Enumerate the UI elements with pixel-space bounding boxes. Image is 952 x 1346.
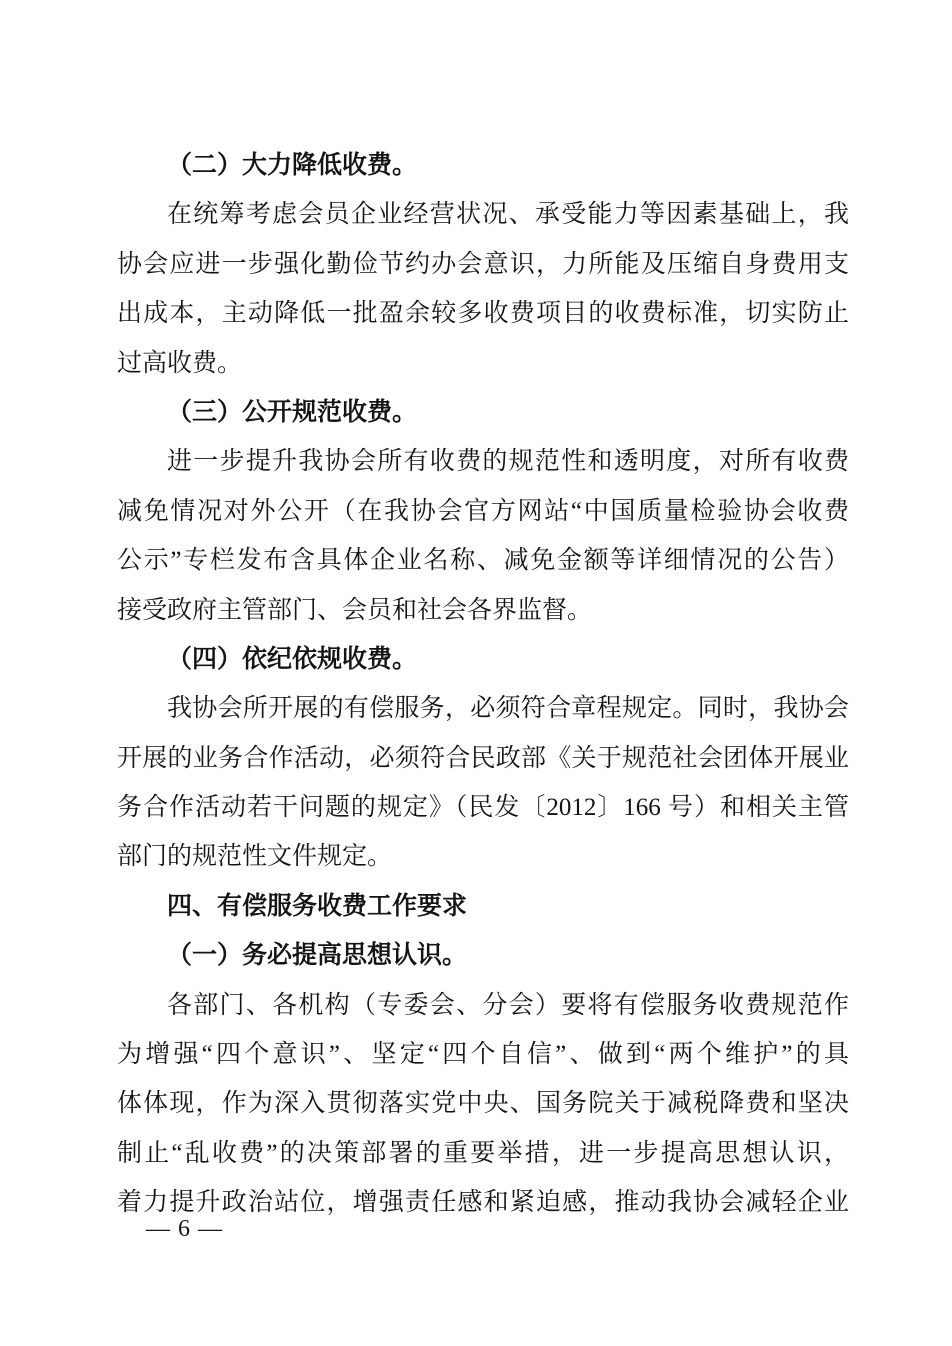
subheading-item-2: （二）大力降低收费。 [167, 152, 418, 179]
body-text-line: 在统筹考虑会员企业经营状况、承受能力等因素基础上，我 [167, 201, 849, 229]
body-text-line: 开展的业务合作活动，必须符合民政部《关于规范社会团体开展业 [117, 744, 849, 772]
subheading-item-4: （四）依纪依规收费。 [167, 645, 418, 673]
body-text-line: 部门的规范性文件规定。 [117, 843, 393, 871]
body-text-line: 体体现，作为深入贯彻落实党中央、国务院关于减税降费和坚决 [117, 1090, 849, 1118]
body-text-line: 进一步提升我协会所有收费的规范性和透明度，对所有收费 [167, 448, 849, 476]
body-text-line: 过高收费。 [117, 349, 243, 377]
body-text-line: 协会应进一步强化勤俭节约办会意识，力所能及压缩自身费用支 [117, 250, 849, 278]
body-text-line: 我协会所开展的有偿服务，必须符合章程规定。同时，我协会 [167, 695, 849, 723]
body-text-line: 为增强“四个意识”、坚定“四个自信”、做到“两个维护”的具 [117, 1041, 849, 1069]
document-body [117, 141, 849, 1228]
body-text-line: 公示”专栏发布含具体企业名称、减免金额等详细情况的公告） [117, 547, 849, 575]
subheading-item-1: （一）务必提高思想认识。 [167, 942, 468, 970]
body-text-line: 着力提升政治站位，增强责任感和紧迫感，推动我协会减轻企业 [117, 1189, 849, 1217]
page-number: — 6 — [146, 1216, 223, 1242]
subheading-item-3: （三）公开规范收费。 [167, 398, 418, 426]
body-text-line: 制止“乱收费”的决策部署的重要举措，进一步提高思想认识， [117, 1139, 849, 1167]
body-text-line: 减免情况对外公开（在我协会官方网站“中国质量检验协会收费 [117, 497, 849, 525]
body-text-line: 出成本，主动降低一批盈余较多收费项目的收费标准，切实防止 [117, 300, 849, 328]
section-heading-4: 四、有偿服务收费工作要求 [167, 891, 468, 920]
body-text-line: 各部门、各机构（专委会、分会）要将有偿服务收费规范作 [167, 991, 849, 1019]
body-text-line: 务合作活动若干问题的规定》（民发〔2012〕166 号）和相关主管 [117, 794, 849, 822]
body-text-line: 接受政府主管部门、会员和社会各界监督。 [117, 596, 593, 624]
